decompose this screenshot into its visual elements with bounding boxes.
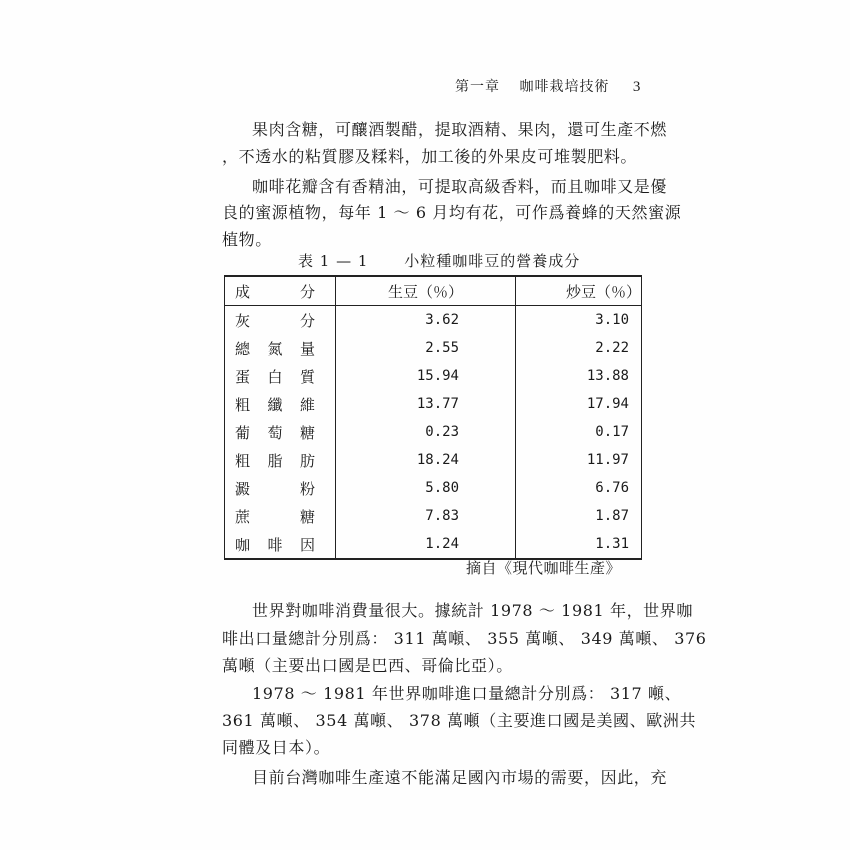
component-name: [225, 502, 336, 530]
component-char: 白: [267, 367, 283, 386]
table-row: [225, 390, 642, 418]
component-char: [268, 310, 283, 331]
table-row: [225, 306, 642, 335]
green-bean-value: 2.55: [336, 334, 516, 362]
paragraph-line: 良的蜜源植物，每年 1 ～ 6 月均有花，可作爲養蜂的天然蜜源: [222, 203, 682, 222]
nutrition-table: [224, 275, 642, 560]
green-bean-value: 1.24: [336, 530, 516, 559]
green-bean-value: 0.23: [336, 418, 516, 446]
component-char: 質: [299, 367, 315, 386]
component-name: [225, 530, 336, 559]
green-bean-value: 3.62: [336, 306, 516, 335]
green-bean-value: 13.77: [336, 390, 516, 418]
green-bean-value: 5.80: [336, 474, 516, 502]
roasted-bean-value: 11.97: [586, 452, 629, 468]
component-char: 粗: [235, 451, 251, 470]
paragraph-line: 果肉含糖，可釀酒製醋，提取酒精、果肉，還可生產不燃: [252, 120, 668, 139]
table-number: 表 1 — 1: [298, 252, 369, 270]
component-name: [225, 474, 336, 502]
roasted-bean-value: 1.31: [595, 536, 629, 552]
component-char: [268, 506, 283, 527]
table-row: [225, 502, 642, 530]
component-char: 葡: [235, 423, 251, 442]
roasted-bean-value: 2.22: [595, 340, 629, 356]
component-name: [225, 334, 336, 362]
roasted-bean-value: 17.94: [586, 396, 629, 412]
paragraph-line: 啡出口量總計分別爲： 311 萬噸、 355 萬噸、 349 萬噸、 376: [222, 629, 707, 648]
component-name: [225, 306, 336, 335]
component-name: [225, 418, 336, 446]
paragraph-line: 1978 ～ 1981 年世界咖啡進口量總計分別爲： 317 噸、: [252, 684, 682, 703]
paragraph-line: 目前台灣咖啡生產遠不能滿足國內市場的需要，因此，充: [252, 768, 668, 787]
table-body: [225, 306, 642, 560]
header-component: [225, 276, 336, 306]
paragraph-line: 世界對咖啡消費量很大。據統計 1978 ～ 1981 年，世界咖: [252, 601, 693, 620]
table-row: [225, 334, 642, 362]
component-char: 氮: [267, 339, 283, 358]
header-roasted-bean: 炒豆（％）: [565, 282, 641, 301]
component-char: 灰: [235, 311, 251, 330]
component-char: 脂: [267, 451, 283, 470]
table-header-row: [225, 276, 642, 306]
component-name: [225, 362, 336, 390]
green-bean-value: 18.24: [336, 446, 516, 474]
component-char: [268, 478, 283, 499]
table-row: [225, 418, 642, 446]
component-char: 蔗: [235, 507, 251, 526]
component-char: 纖: [267, 395, 283, 414]
table-source: 摘自《現代咖啡生產》: [466, 559, 622, 577]
green-bean-value: 15.94: [336, 362, 516, 390]
paragraph-line: ，不透水的粘質膠及糅料，加工後的外果皮可堆製肥料。: [222, 147, 638, 166]
header-component-char: 成: [235, 282, 251, 301]
component-name: [225, 446, 336, 474]
roasted-bean-value: 6.76: [595, 480, 629, 496]
chapter-label: 第一章: [455, 79, 500, 95]
header-component-char: 分: [299, 282, 315, 301]
component-char: 粗: [235, 395, 251, 414]
component-char: 澱: [235, 479, 251, 498]
table-row: [225, 474, 642, 502]
component-char: 咖: [235, 535, 251, 554]
table-row: [225, 446, 642, 474]
paragraph-line: 同體及日本）。: [222, 738, 331, 757]
green-bean-value: 7.83: [336, 502, 516, 530]
roasted-bean-value: 13.88: [586, 368, 629, 384]
page-number: 3: [632, 79, 642, 95]
table-row: [225, 530, 642, 559]
component-name: [225, 390, 336, 418]
component-char: 肪: [299, 451, 315, 470]
table-caption: [298, 250, 580, 271]
roasted-bean-value: 3.10: [595, 312, 629, 328]
component-char: 量: [299, 339, 315, 358]
paragraph-line: 361 萬噸、 354 萬噸、 378 萬噸（主要進口國是美國、歐洲共: [222, 711, 697, 730]
component-char: 粉: [299, 479, 315, 498]
paragraph-line: 萬噸（主要出口國是巴西、哥倫比亞）。: [222, 656, 513, 675]
running-head: [455, 76, 641, 96]
component-char: 分: [299, 311, 315, 330]
component-char: 萄: [267, 423, 283, 442]
table-title: 小粒種咖啡豆的營養成分: [404, 252, 581, 270]
component-char: 糖: [299, 423, 315, 442]
component-char: 蛋: [235, 367, 251, 386]
paragraph-line: 植物。: [222, 230, 272, 249]
chapter-title: 咖啡栽培技術: [519, 79, 610, 95]
header-green-bean: 生豆（％）: [336, 276, 516, 306]
component-char: 因: [299, 535, 315, 554]
component-char: 維: [299, 395, 315, 414]
roasted-bean-value: 0.17: [595, 424, 629, 440]
component-char: 糖: [299, 507, 315, 526]
component-char: 啡: [267, 535, 283, 554]
paragraph-line: 咖啡花瓣含有香精油，可提取高級香料，而且咖啡又是優: [252, 177, 668, 196]
component-char: 總: [235, 339, 251, 358]
roasted-bean-value: 1.87: [595, 508, 629, 524]
table-row: [225, 362, 642, 390]
